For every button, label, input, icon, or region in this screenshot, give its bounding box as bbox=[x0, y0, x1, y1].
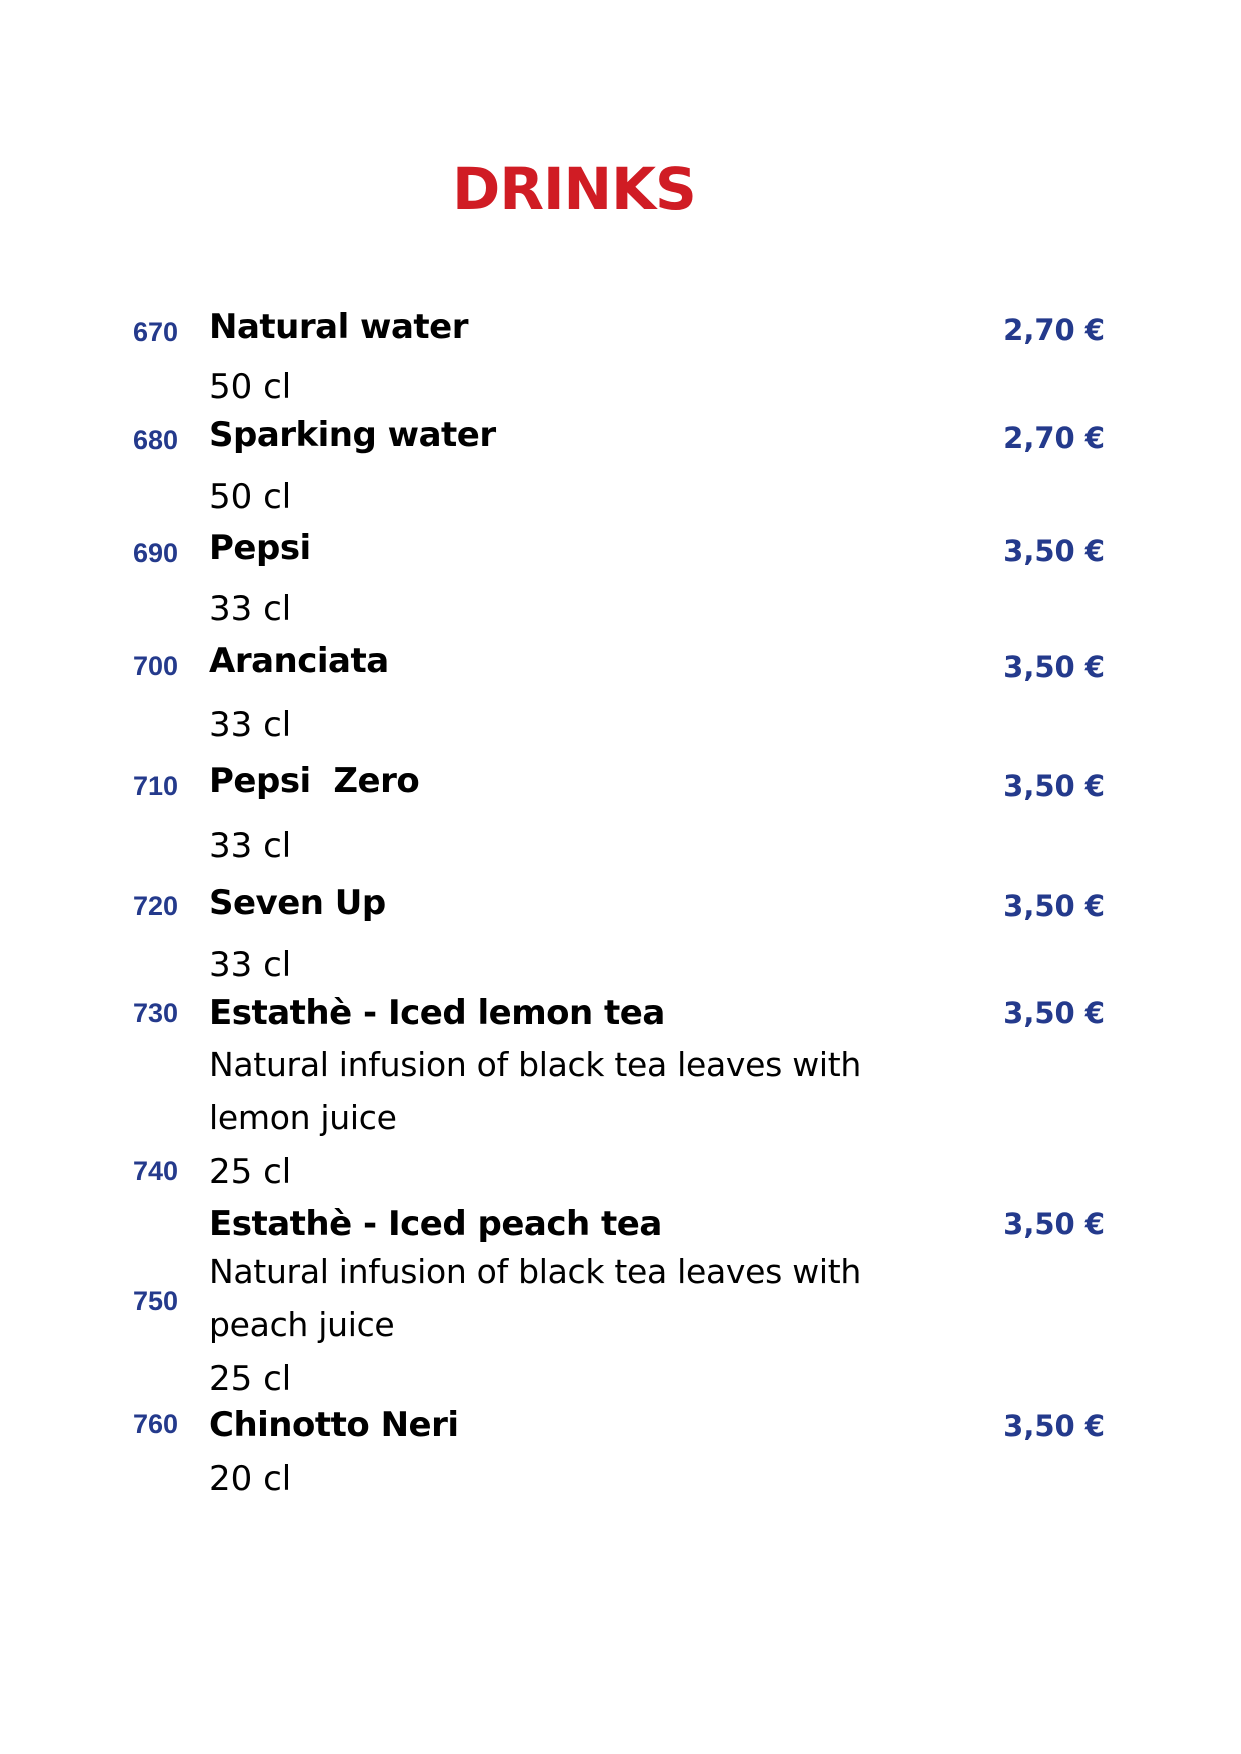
item-size: 33 cl bbox=[209, 705, 292, 745]
item-price: 3,50 € bbox=[1003, 534, 1105, 568]
item-size: 25 cl bbox=[209, 1359, 292, 1399]
item-name: Chinotto Neri bbox=[209, 1405, 459, 1445]
item-name: Seven Up bbox=[209, 883, 386, 923]
item-price: 3,50 € bbox=[1003, 1207, 1105, 1241]
item-code: 690 bbox=[133, 538, 179, 568]
item-code: 700 bbox=[133, 651, 179, 681]
item-name: Aranciata bbox=[209, 641, 389, 681]
item-name: Sparking water bbox=[209, 415, 496, 455]
item-code: 730 bbox=[133, 998, 179, 1028]
page-title: DRINKS bbox=[452, 155, 696, 223]
item-price: 3,50 € bbox=[1003, 769, 1105, 803]
item-size: 33 cl bbox=[209, 589, 292, 629]
item-size: 50 cl bbox=[209, 477, 292, 517]
item-code: 720 bbox=[133, 891, 179, 921]
item-description: Natural infusion of black tea leaves with lemon juice bbox=[209, 1045, 862, 1137]
item-price: 2,70 € bbox=[1003, 421, 1105, 455]
item-name: Estathè - Iced peach tea bbox=[209, 1204, 662, 1244]
item-name: Pepsi Zero bbox=[209, 761, 420, 801]
item-price: 3,50 € bbox=[1003, 889, 1105, 923]
item-code: 750 bbox=[133, 1286, 179, 1316]
item-size: 33 cl bbox=[209, 945, 292, 985]
item-size: 50 cl bbox=[209, 367, 292, 407]
item-name: Estathè - Iced lemon tea bbox=[209, 993, 665, 1033]
item-size: 33 cl bbox=[209, 826, 292, 866]
item-code: 680 bbox=[133, 425, 179, 455]
item-code: 760 bbox=[133, 1409, 179, 1439]
item-name: Natural water bbox=[209, 307, 468, 347]
item-size: 20 cl bbox=[209, 1459, 292, 1499]
item-code: 740 bbox=[133, 1156, 179, 1186]
item-price: 3,50 € bbox=[1003, 650, 1105, 684]
item-price: 2,70 € bbox=[1003, 313, 1105, 347]
item-code: 670 bbox=[133, 317, 179, 347]
item-price: 3,50 € bbox=[1003, 996, 1105, 1030]
item-description: Natural infusion of black tea leaves with peach juice bbox=[209, 1252, 862, 1344]
item-price: 3,50 € bbox=[1003, 1409, 1105, 1443]
item-size: 25 cl bbox=[209, 1152, 292, 1192]
item-code: 710 bbox=[133, 771, 179, 801]
item-name: Pepsi bbox=[209, 528, 311, 568]
